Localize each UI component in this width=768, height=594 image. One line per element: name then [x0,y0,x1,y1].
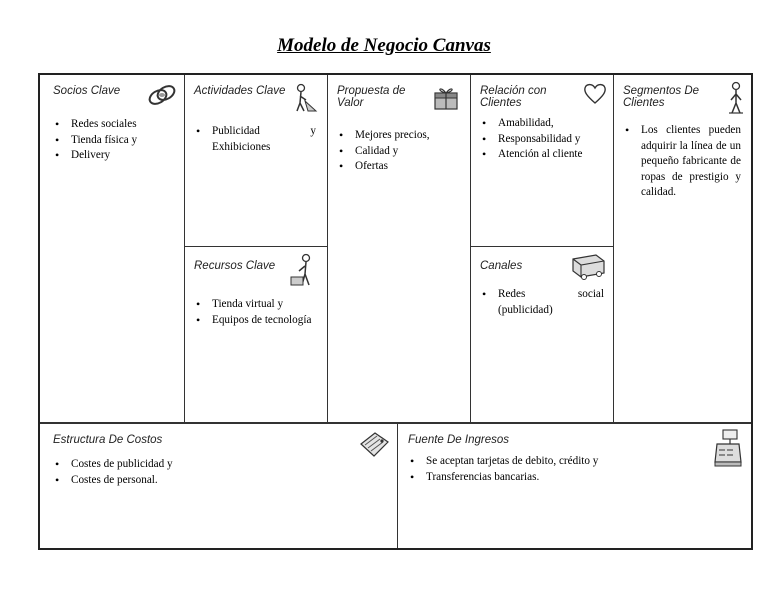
list-item: • Mejores precios, [337,128,461,144]
list-item: • Costes de personal. [53,473,383,489]
block-heading [480,85,546,109]
list-item: • Calidad y [337,144,461,160]
list-item: • Se aceptan tarjetas de debito, crédito y [408,454,698,470]
block-heading: Recursos Clave [194,260,276,272]
item-list [480,287,604,318]
block-heading: Canales [480,260,523,272]
gift-icon [432,83,462,113]
item-list [408,454,698,485]
heading-line: Relación con [480,85,547,97]
list-item: • Ofertas [337,159,461,175]
block-heading: Fuente De Ingresos [408,434,510,446]
customer-relationships-block [471,75,613,246]
person-icon [726,81,746,115]
list-item: • Responsabilidad y [480,132,604,148]
list-item: • Delivery [53,148,173,164]
price-tag-icon [357,430,391,460]
list-item: • Tienda física y [53,133,173,149]
block-heading: Estructura De Costos [53,434,163,446]
list-item: • Costes de publicidad y [53,457,383,473]
worker-icon [292,83,318,113]
person-with-tools-icon [288,253,318,289]
business-model-canvas [38,73,753,550]
item-list [337,128,461,175]
list-item: • Publicidad y Exhibiciones [194,124,316,155]
list-item: • Redes sociales [53,117,173,133]
customer-segments-block [614,75,751,422]
item-list [53,117,173,164]
list-item: • Atención al cliente [480,147,604,163]
key-partners-block [40,75,184,422]
block-heading [623,85,699,109]
revenue-streams-block [398,424,751,548]
chain-link-icon [146,81,178,109]
value-proposition-block [328,75,470,422]
heart-icon [583,83,607,105]
heading-line: Propuesta de [337,85,406,97]
heading-line: Clientes [480,97,522,109]
list-item: • Amabilidad, [480,116,604,132]
heading-line: Segmentos De [623,85,700,97]
cash-register-icon [713,428,743,468]
block-heading [337,85,405,109]
heading-line: Valor [337,97,364,109]
block-heading: Socios Clave [53,85,121,97]
item-list [194,297,316,328]
list-item: • Equipos de tecnología [194,313,316,329]
item-list [53,457,383,488]
key-resources-block [185,247,327,422]
cost-structure-block [40,424,397,548]
list-item: • Los clientes pueden adquirir la línea de un pequeño fabricante de ropas de prestigio y calidad. [623,123,741,201]
truck-icon [570,251,608,281]
channels-block [471,247,613,422]
item-list [194,124,316,155]
list-item: • Tienda virtual y [194,297,316,313]
heading-line: Clientes [623,97,665,109]
block-heading: Actividades Clave [194,85,286,97]
key-activities-block [185,75,327,246]
list-item: • Transferencias bancarias. [408,470,698,486]
page-title: Modelo de Negocio Canvas [277,35,491,56]
item-list [480,116,604,163]
item-list [623,123,741,201]
list-item: • Redes social (publicidad) [480,287,604,318]
